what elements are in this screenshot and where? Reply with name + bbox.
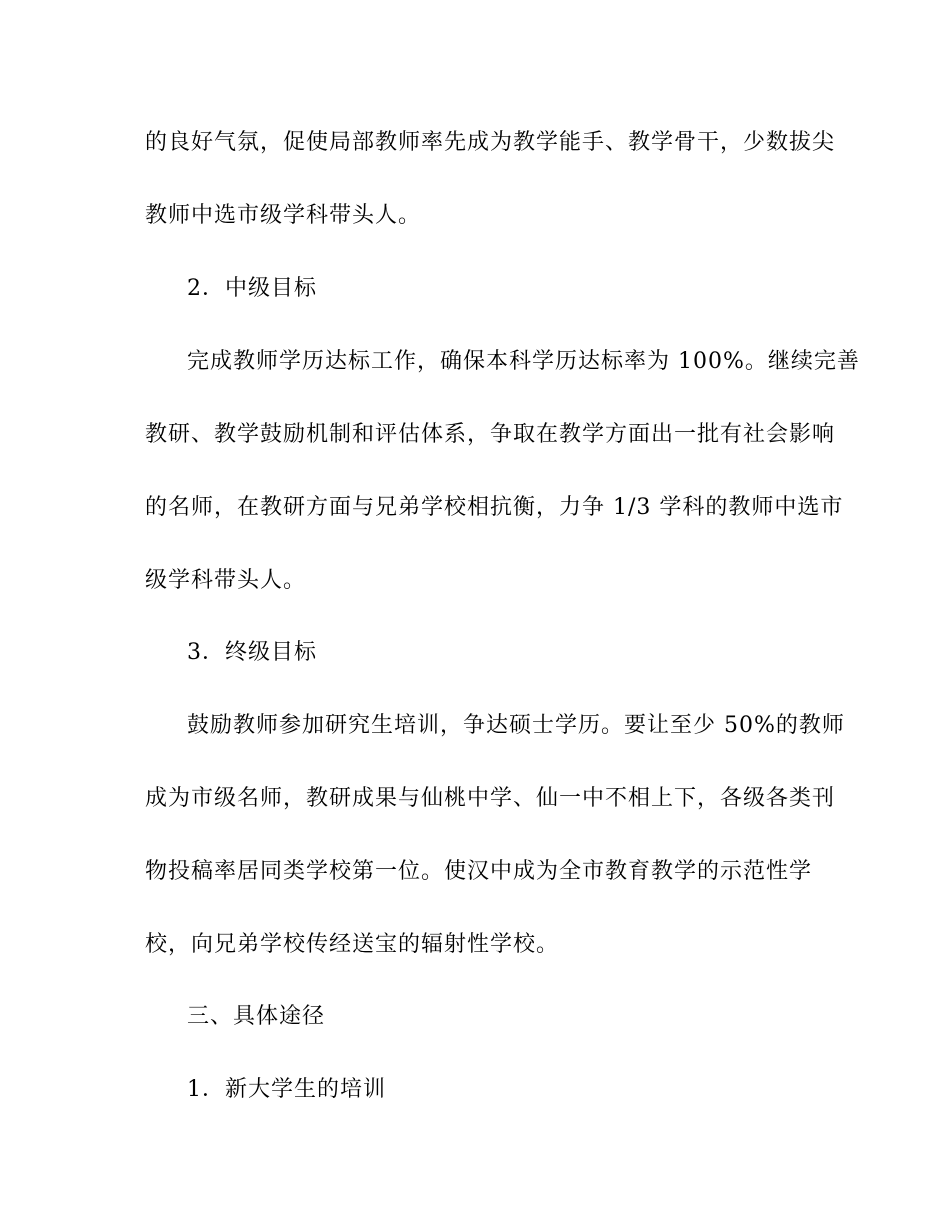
section-heading: 3．终级目标 bbox=[187, 640, 317, 665]
paragraph-line: 的名师，在教研方面与兄弟学校相抗衡，力争 1/3 学科的教师中选市 bbox=[145, 495, 844, 520]
section-heading: 1．新大学生的培训 bbox=[187, 1077, 386, 1102]
paragraph-line: 级学科带头人。 bbox=[145, 568, 307, 593]
paragraph-line: 校，向兄弟学校传经送宝的辐射性学校。 bbox=[145, 932, 560, 957]
paragraph-line: 的良好气氛，促使局部教师率先成为教学能手、教学骨干，少数拔尖 bbox=[145, 130, 836, 155]
paragraph-line: 教师中选市级学科带头人。 bbox=[145, 203, 422, 228]
paragraph-line: 完成教师学历达标工作，确保本科学历达标率为 100%。继续完善 bbox=[187, 349, 860, 374]
paragraph-line: 成为市级名师，教研成果与仙桃中学、仙一中不相上下，各级各类刊 bbox=[145, 786, 836, 811]
paragraph-line: 鼓励教师参加研究生培训，争达硕士学历。要让至少 50%的教师 bbox=[187, 713, 845, 738]
paragraph-line: 物投稿率居同类学校第一位。使汉中成为全市教育教学的示范性学 bbox=[145, 859, 813, 884]
section-heading: 三、具体途径 bbox=[187, 1004, 326, 1029]
section-heading: 2．中级目标 bbox=[187, 276, 317, 301]
paragraph-line: 教研、教学鼓励机制和评估体系，争取在教学方面出一批有社会影响 bbox=[145, 422, 836, 447]
